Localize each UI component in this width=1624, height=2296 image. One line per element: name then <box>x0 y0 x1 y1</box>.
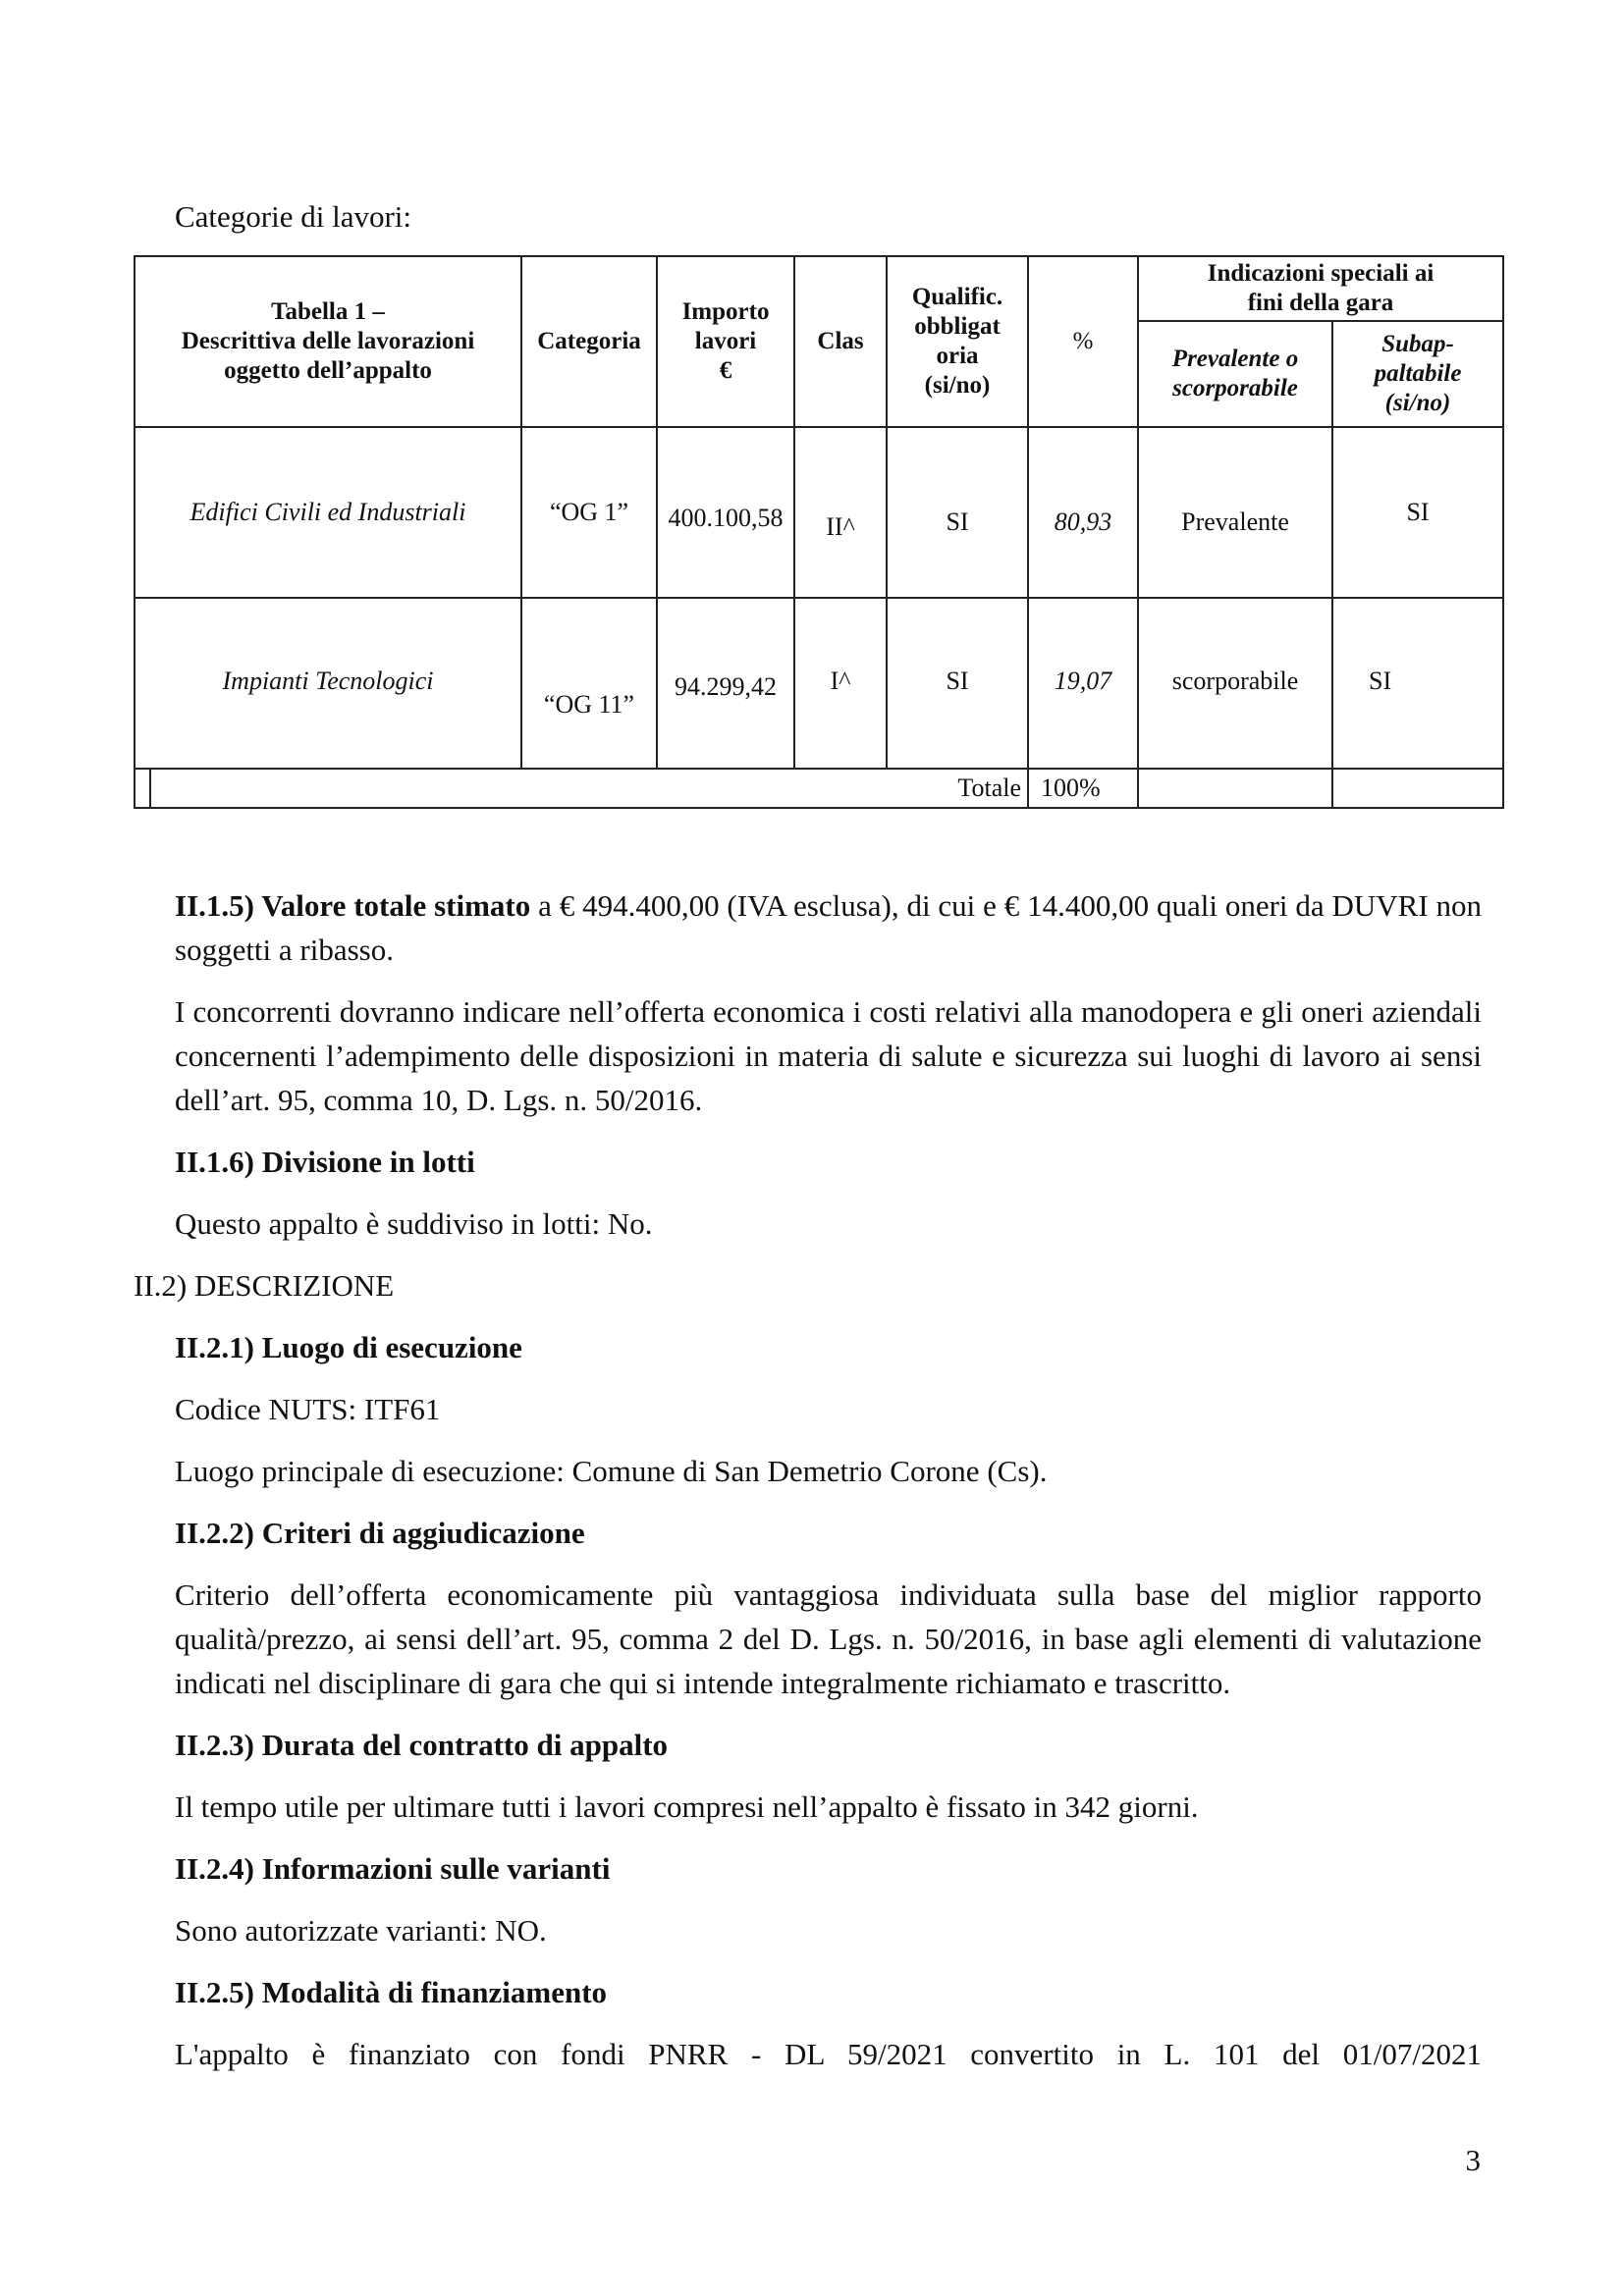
table-row <box>135 598 1503 769</box>
cell-qualific: SI <box>887 427 1028 598</box>
works-categories-table <box>134 255 1504 809</box>
cell-descr: Edifici Civili ed Industriali <box>135 427 521 598</box>
cell-percent: 19,07 <box>1028 598 1138 769</box>
cell-importo: 94.299,42 <box>657 598 794 769</box>
cell-prevalente: Prevalente <box>1138 427 1332 598</box>
cell-importo: 400.100,58 <box>657 427 794 598</box>
section-ii-2-5-text: L'appalto è finanziato con fondi PNRR - DL 59/2021 convertito in L. 101 del 01/07/2021 <box>175 2037 1482 2071</box>
cell-percent: 80,93 <box>1028 427 1138 598</box>
header-categoria: Categoria <box>521 256 657 427</box>
header-prevalente: Prevalente o scorporabile <box>1138 321 1332 427</box>
total-label: Totale <box>150 769 1028 808</box>
header-clas: Clas <box>794 256 887 427</box>
header-percent: % <box>1028 256 1138 427</box>
categories-heading: Categorie di lavori: <box>175 199 412 234</box>
section-ii-2-4-text: Sono autorizzate varianti: NO. <box>175 1913 547 1948</box>
total-value: 100% <box>1028 769 1138 808</box>
cell-subap: SI <box>1332 598 1503 769</box>
cell-clas: I^ <box>794 598 887 769</box>
cell-prevalente: scorporabile <box>1138 598 1332 769</box>
table-total-row <box>135 769 1503 808</box>
section-ii-2-3-title: II.2.3) Durata del contratto di appalto <box>175 1728 669 1762</box>
section-ii-2-title: II.2) DESCRIZIONE <box>134 1268 395 1303</box>
cell-clas: II^ <box>794 427 887 598</box>
header-qualific: Qualific. obbligat oria (si/no) <box>887 256 1028 427</box>
cell-subap: SI <box>1332 427 1503 598</box>
cell-qualific: SI <box>887 598 1028 769</box>
header-subappaltabile: Subap- paltabile (si/no) <box>1332 321 1503 427</box>
section-ii-2-4-title: II.2.4) Informazioni sulle varianti <box>175 1851 611 1886</box>
section-ii-1-5: II.1.5) Valore totale stimato a € 494.400,00 (IVA esclusa), di cui e € 14.400,00 quali oneri da DUVRI non soggetti a ribasso. <box>175 888 1482 967</box>
cell-descr: Impianti Tecnologici <box>135 598 521 769</box>
table-row <box>135 427 1503 598</box>
cell-categoria: “OG 11” <box>521 598 657 769</box>
document-body <box>134 883 1482 2076</box>
section-ii-2-5-title: II.2.5) Modalità di finanziamento <box>175 1975 608 2009</box>
page-number: 3 <box>1465 2143 1481 2177</box>
section-ii-2-1-luogo: Luogo principale di esecuzione: Comune di San Demetrio Corone (Cs). <box>175 1454 1048 1488</box>
section-ii-1-5-paragraph: I concorrenti dovranno indicare nell’offerta economica i costi relativi alla manodopera e gli oneri aziendali concernenti l’adempimento delle disposizioni in materia di salute e sicurezza sui luoghi di lavoro ai sensi dell’art. 95, comma 10, D. Lgs. n. 50/2016. <box>175 994 1482 1117</box>
cell-categoria: “OG 1” <box>521 427 657 598</box>
table-header-row <box>135 256 1503 321</box>
section-ii-2-2-text: Criterio dell’offerta economicamente più vantaggiosa individuata sulla base del miglior rapporto qualità/prezzo, ai sensi dell’art. 95, comma 2 del D. Lgs. n. 50/2016, in base agli elementi di valutazione indicati nel disciplinare di gara che qui si intende integralmente richiamato e trascritto. <box>175 1577 1482 1700</box>
header-description: Tabella 1 – Descrittiva delle lavorazioni oggetto dell’appalto <box>135 256 521 427</box>
header-importo: Importo lavori € <box>657 256 794 427</box>
section-ii-2-1-nuts: Codice NUTS: ITF61 <box>175 1392 441 1426</box>
section-ii-1-6-title: II.1.6) Divisione in lotti <box>175 1145 475 1179</box>
header-indicazioni: Indicazioni speciali ai fini della gara <box>1138 256 1503 321</box>
section-ii-2-1-title: II.2.1) Luogo di esecuzione <box>175 1330 522 1364</box>
section-ii-1-6-text: Questo appalto è suddiviso in lotti: No. <box>175 1206 653 1241</box>
section-ii-2-2-title: II.2.2) Criteri di aggiudicazione <box>175 1516 585 1550</box>
section-ii-2-3-text: Il tempo utile per ultimare tutti i lavori compresi nell’appalto è fissato in 342 giorni. <box>175 1789 1199 1824</box>
